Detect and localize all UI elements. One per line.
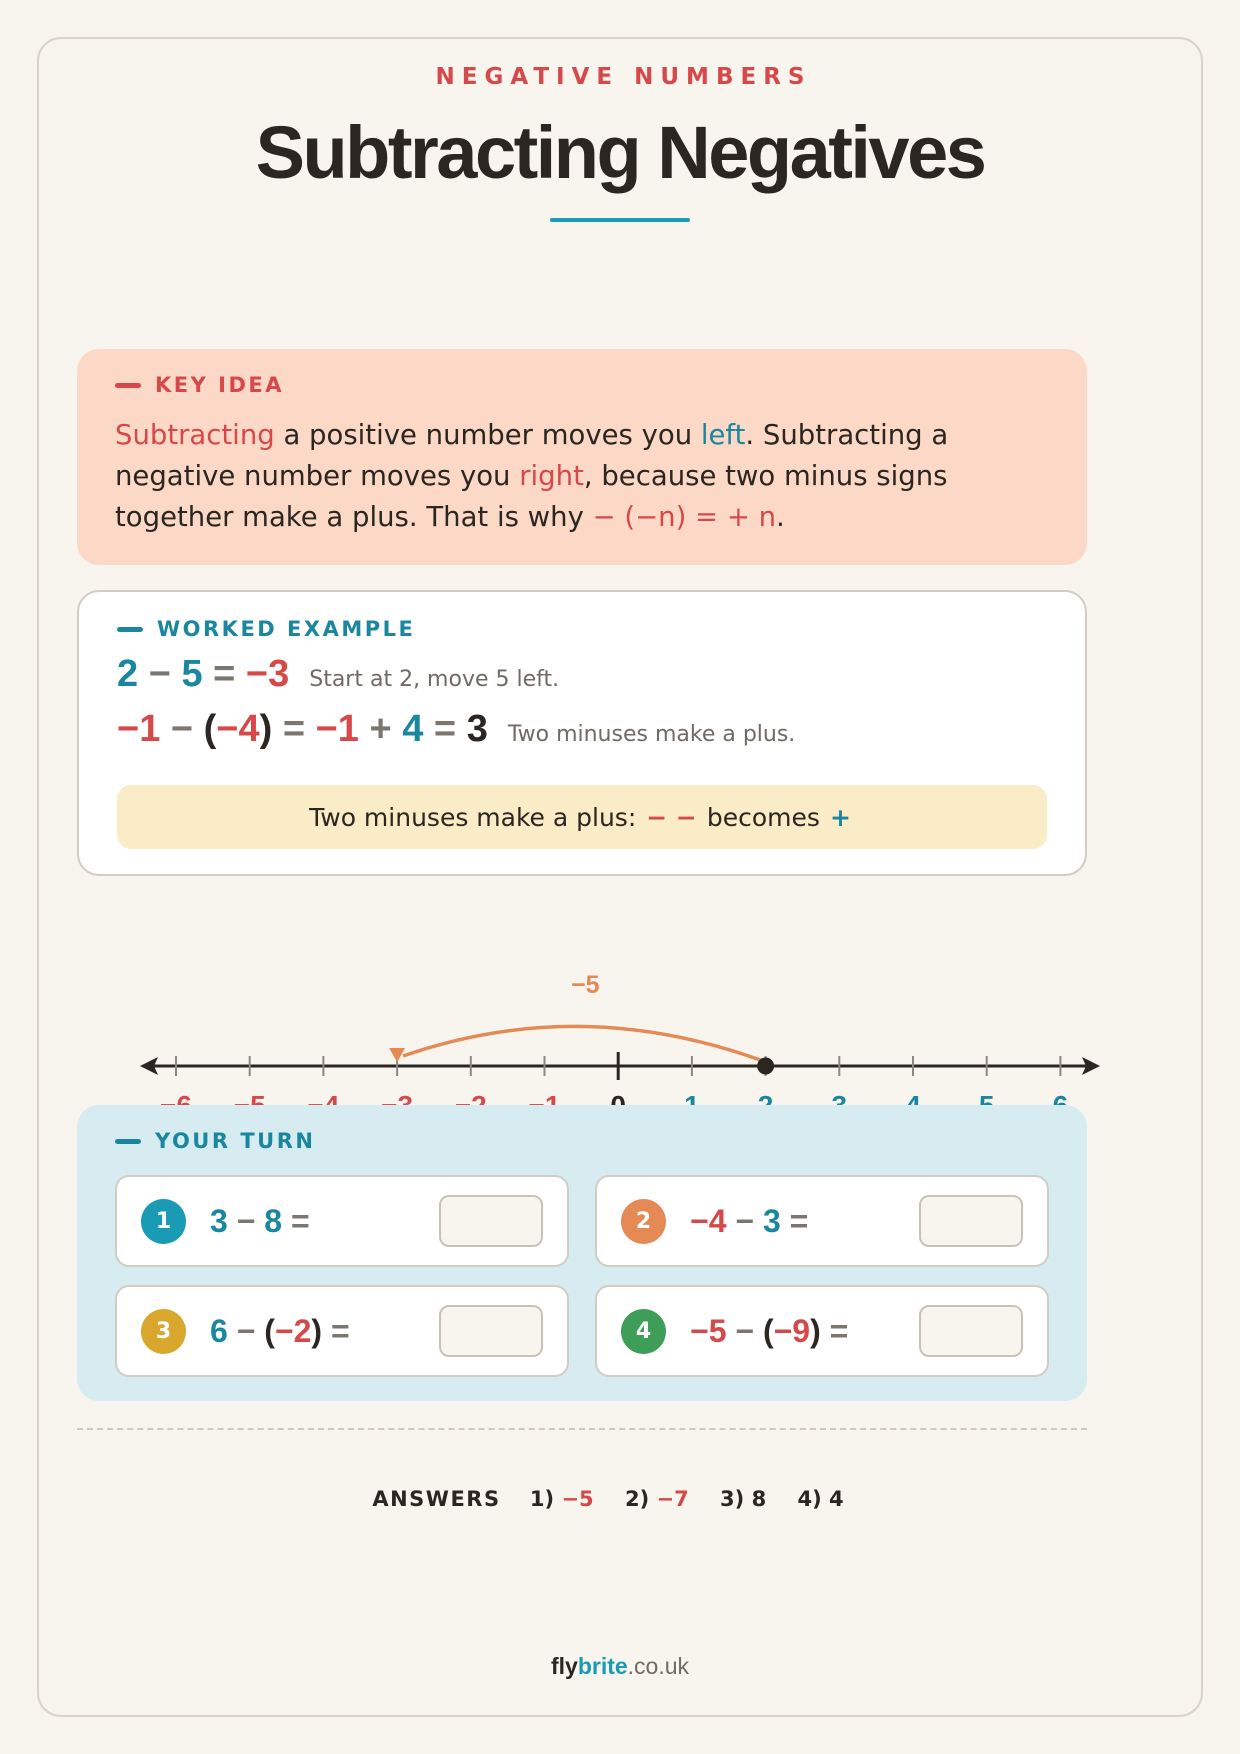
operator: −: [227, 1312, 265, 1349]
worked-example-label: WORKED EXAMPLE: [157, 617, 416, 641]
operator: =: [322, 1312, 350, 1349]
answer-input-2[interactable]: [919, 1195, 1023, 1247]
term: 3: [762, 1202, 781, 1239]
result: 3: [466, 708, 488, 750]
kw-left: left: [700, 419, 746, 451]
answers-row: [0, 1487, 1240, 1511]
start-point-dot: [757, 1058, 774, 1075]
term: 4: [402, 708, 424, 750]
answers-label: ANSWERS: [372, 1487, 501, 1511]
question-card-3: [115, 1285, 569, 1377]
equation: [117, 708, 488, 751]
operator: =: [780, 1202, 809, 1239]
answer-value: −7: [656, 1487, 689, 1511]
term: 3: [210, 1202, 228, 1239]
question-equation: [690, 1203, 808, 1240]
term: 6: [210, 1312, 228, 1349]
your-turn-label: YOUR TURN: [155, 1129, 316, 1153]
example-line-1: [117, 653, 1047, 696]
paren: (: [264, 1312, 275, 1349]
footer-brand[interactable]: [0, 1653, 1240, 1680]
paren: ): [810, 1312, 821, 1349]
term: 8: [264, 1202, 283, 1239]
dash-icon: [115, 1139, 141, 1144]
question-card-2: [595, 1175, 1049, 1267]
rule-formula: − (−n) = + n: [592, 501, 777, 533]
answer-input-1[interactable]: [439, 1195, 543, 1247]
tip-minus-minus: − −: [646, 802, 697, 832]
term: −2: [274, 1312, 312, 1349]
answer-input-3[interactable]: [439, 1305, 543, 1357]
worksheet: [37, 37, 1203, 1717]
key-idea-text: [115, 415, 1049, 538]
operator: −: [726, 1312, 763, 1349]
answer-3: 3) 8: [720, 1487, 767, 1511]
number-line-svg: [0, 920, 1240, 1120]
brand-tld: .co.uk: [627, 1653, 690, 1679]
arrowhead-icon: [389, 1048, 405, 1062]
dashed-divider: [77, 1428, 1087, 1430]
question-card-1: [115, 1175, 569, 1267]
kw-subtracting: Subtracting: [115, 419, 275, 451]
term: 2: [117, 653, 139, 695]
example-note: Start at 2, move 5 left.: [309, 667, 560, 692]
term: −9: [773, 1312, 811, 1349]
text: , because two minus signs together make a plus. That is why: [115, 460, 948, 533]
paren: (: [762, 1312, 774, 1349]
operator: =: [820, 1312, 849, 1349]
operator: −: [160, 708, 204, 750]
operator: =: [202, 653, 246, 695]
term: −5: [690, 1312, 727, 1349]
answer-4: 4) 4: [797, 1487, 844, 1511]
answer-value: −5: [561, 1487, 594, 1511]
brand-brite: brite: [577, 1653, 628, 1679]
answer-1: [530, 1487, 594, 1511]
paren: (: [203, 708, 217, 750]
question-number-badge: 1: [141, 1199, 186, 1244]
tip-text: becomes: [706, 802, 820, 832]
operator: =: [423, 708, 467, 750]
page-title: Subtracting Negatives: [255, 111, 985, 194]
question-number-badge: 3: [141, 1309, 186, 1354]
brand-fly: fly: [550, 1653, 578, 1679]
answer-2: [625, 1487, 689, 1511]
question-equation: [690, 1313, 848, 1350]
page-header: [0, 64, 1240, 222]
answer-input-4[interactable]: [919, 1305, 1023, 1357]
operator: −: [227, 1202, 265, 1239]
term: −4: [216, 708, 260, 750]
title-underline: [550, 218, 690, 222]
operator: −: [138, 653, 182, 695]
worked-example-card: [77, 590, 1087, 876]
key-idea-label: KEY IDEA: [155, 373, 284, 397]
your-turn-heading: [115, 1129, 1049, 1153]
tip-plus: +: [829, 802, 851, 832]
eyebrow: NEGATIVE NUMBERS: [435, 64, 812, 90]
paren: ): [259, 708, 273, 750]
operator: =: [272, 708, 316, 750]
jump-label: −5: [571, 971, 600, 999]
paren: ): [311, 1312, 323, 1349]
dash-icon: [117, 627, 143, 632]
term: −1: [117, 708, 161, 750]
kw-right: right: [519, 460, 584, 492]
key-idea-heading: [115, 373, 1049, 397]
your-turn-card: [77, 1105, 1087, 1401]
question-equation: [210, 1313, 350, 1350]
answer-number: 1): [529, 1487, 555, 1511]
operator: +: [358, 708, 403, 750]
jump-arc: [403, 1026, 765, 1062]
text: .: [776, 501, 785, 533]
operator: −: [726, 1202, 763, 1239]
example-note: Two minuses make a plus.: [507, 722, 796, 747]
answer-number: 2): [624, 1487, 650, 1511]
text: . Subtracting a negative number moves you: [115, 419, 949, 492]
example-line-2: [117, 708, 1047, 751]
key-idea-card: [77, 349, 1087, 565]
question-card-4: [595, 1285, 1049, 1377]
term: −4: [690, 1202, 727, 1239]
tip-text: Two minuses make a plus:: [309, 802, 637, 832]
text: a positive number moves you: [274, 419, 701, 451]
number-line: [0, 920, 1240, 1120]
question-number-badge: 4: [621, 1309, 666, 1354]
dash-icon: [115, 383, 141, 388]
tip-banner: [117, 785, 1047, 849]
operator: =: [282, 1202, 310, 1239]
equation: [117, 653, 289, 696]
term: −1: [315, 708, 359, 750]
result: −3: [245, 653, 290, 695]
question-number-badge: 2: [621, 1199, 666, 1244]
worked-example-heading: [117, 617, 1047, 641]
question-equation: [210, 1203, 310, 1240]
term: 5: [181, 653, 203, 695]
